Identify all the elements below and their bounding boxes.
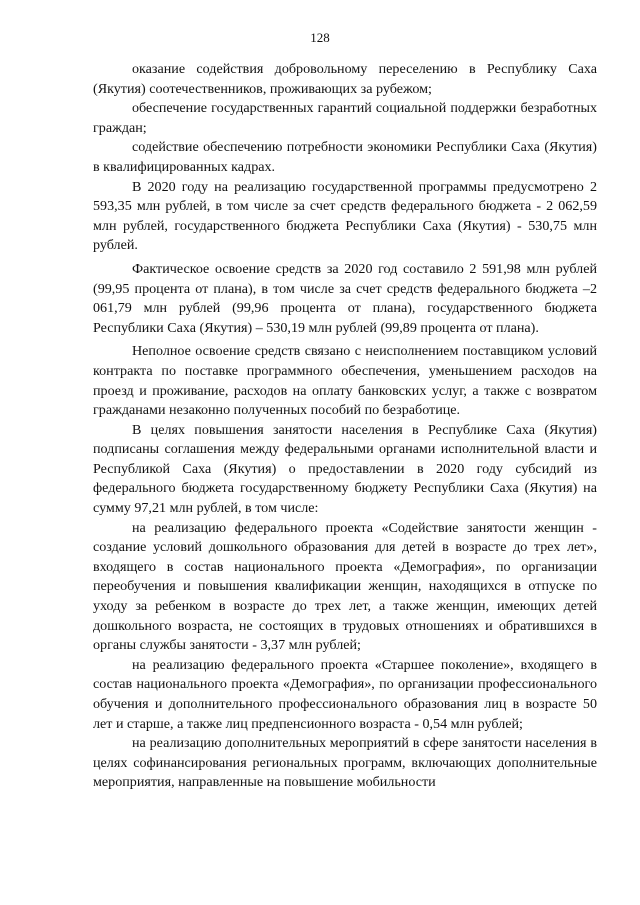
page-number: 128 — [310, 30, 330, 45]
paragraph-older-generation: на реализацию федерального проекта «Старшее поколение», входящего в состав национального проекта «Демография», по организации профессионального обучения и дополнительного профессионального образования лиц в возрасте 50 лет и старше, а также лиц предпенсионного возраста - 0,54 млн рублей; — [93, 656, 597, 732]
paragraph-guarantees: обеспечение государственных гарантий социальной поддержки безработных граждан; — [93, 100, 597, 136]
paragraph-underspending-reasons: Неполное освоение средств связано с неисполнением поставщиком условий контракта по поставке программного обеспечения, уменьшением расходов на проезд и проживание, расходов на оплату банковских услуг, а также с возвратом гражданами незаконно полученных пособий по безработице. — [93, 343, 597, 419]
paragraph-actual-spending: Фактическое освоение средств за 2020 год составило 2 591,98 млн рублей (99,95 процента от плана), в том числе за счет средств федерального бюджета –2 061,79 млн рублей (99,96 процента от плана), государственного бюджета Республики Саха (Якутия) – 530,19 млн рублей (99,89 процента от плана). — [93, 260, 597, 336]
paragraph-resettlement: оказание содействия добровольному переселению в Республику Саха (Якутия) соотечественников, проживающих за рубежом; — [93, 61, 597, 97]
paragraph-planned-funding: В 2020 году на реализацию государственной программы предусмотрено 2 593,35 млн рублей, в том числе за счет средств федерального бюджета - 2 062,59 млн рублей, государственного бюджета Республики Саха (Якутия) - 530,75 млн рублей. — [93, 178, 597, 254]
document-body — [93, 60, 597, 793]
paragraph-additional-measures: на реализацию дополнительных мероприятий в сфере занятости населения в целях софинансирования региональных программ, включающих дополнительные мероприятия, направленные на повышение мобильности — [93, 735, 597, 791]
paragraph-women-employment: на реализацию федерального проекта «Содействие занятости женщин - создание условий дошкольного образования для детей в возрасте до трех лет», входящего в состав национального проекта «Демография», по организации переобучения и повышения квалификации женщин, находящихся в отпуске по уходу за ребенком в возрасте до трех лет, а также женщин, имеющих детей дошкольного возраста, не состоящих в трудовых отношениях и обратившихся в органы службы занятости - 3,37 млн рублей; — [93, 519, 597, 654]
paragraph-agreements: В целях повышения занятости населения в Республике Саха (Якутия) подписаны соглашения между федеральными органами исполнительной власти и Республикой Саха (Якутия) о предоставлении в 2020 году субсидий из федерального бюджета государственному бюджету Республики Саха (Якутия) на сумму 97,21 млн рублей, в том числе: — [93, 421, 597, 517]
paragraph-qualified-staff: содействие обеспечению потребности экономики Республики Саха (Якутия) в квалифицированных кадрах. — [93, 139, 597, 175]
